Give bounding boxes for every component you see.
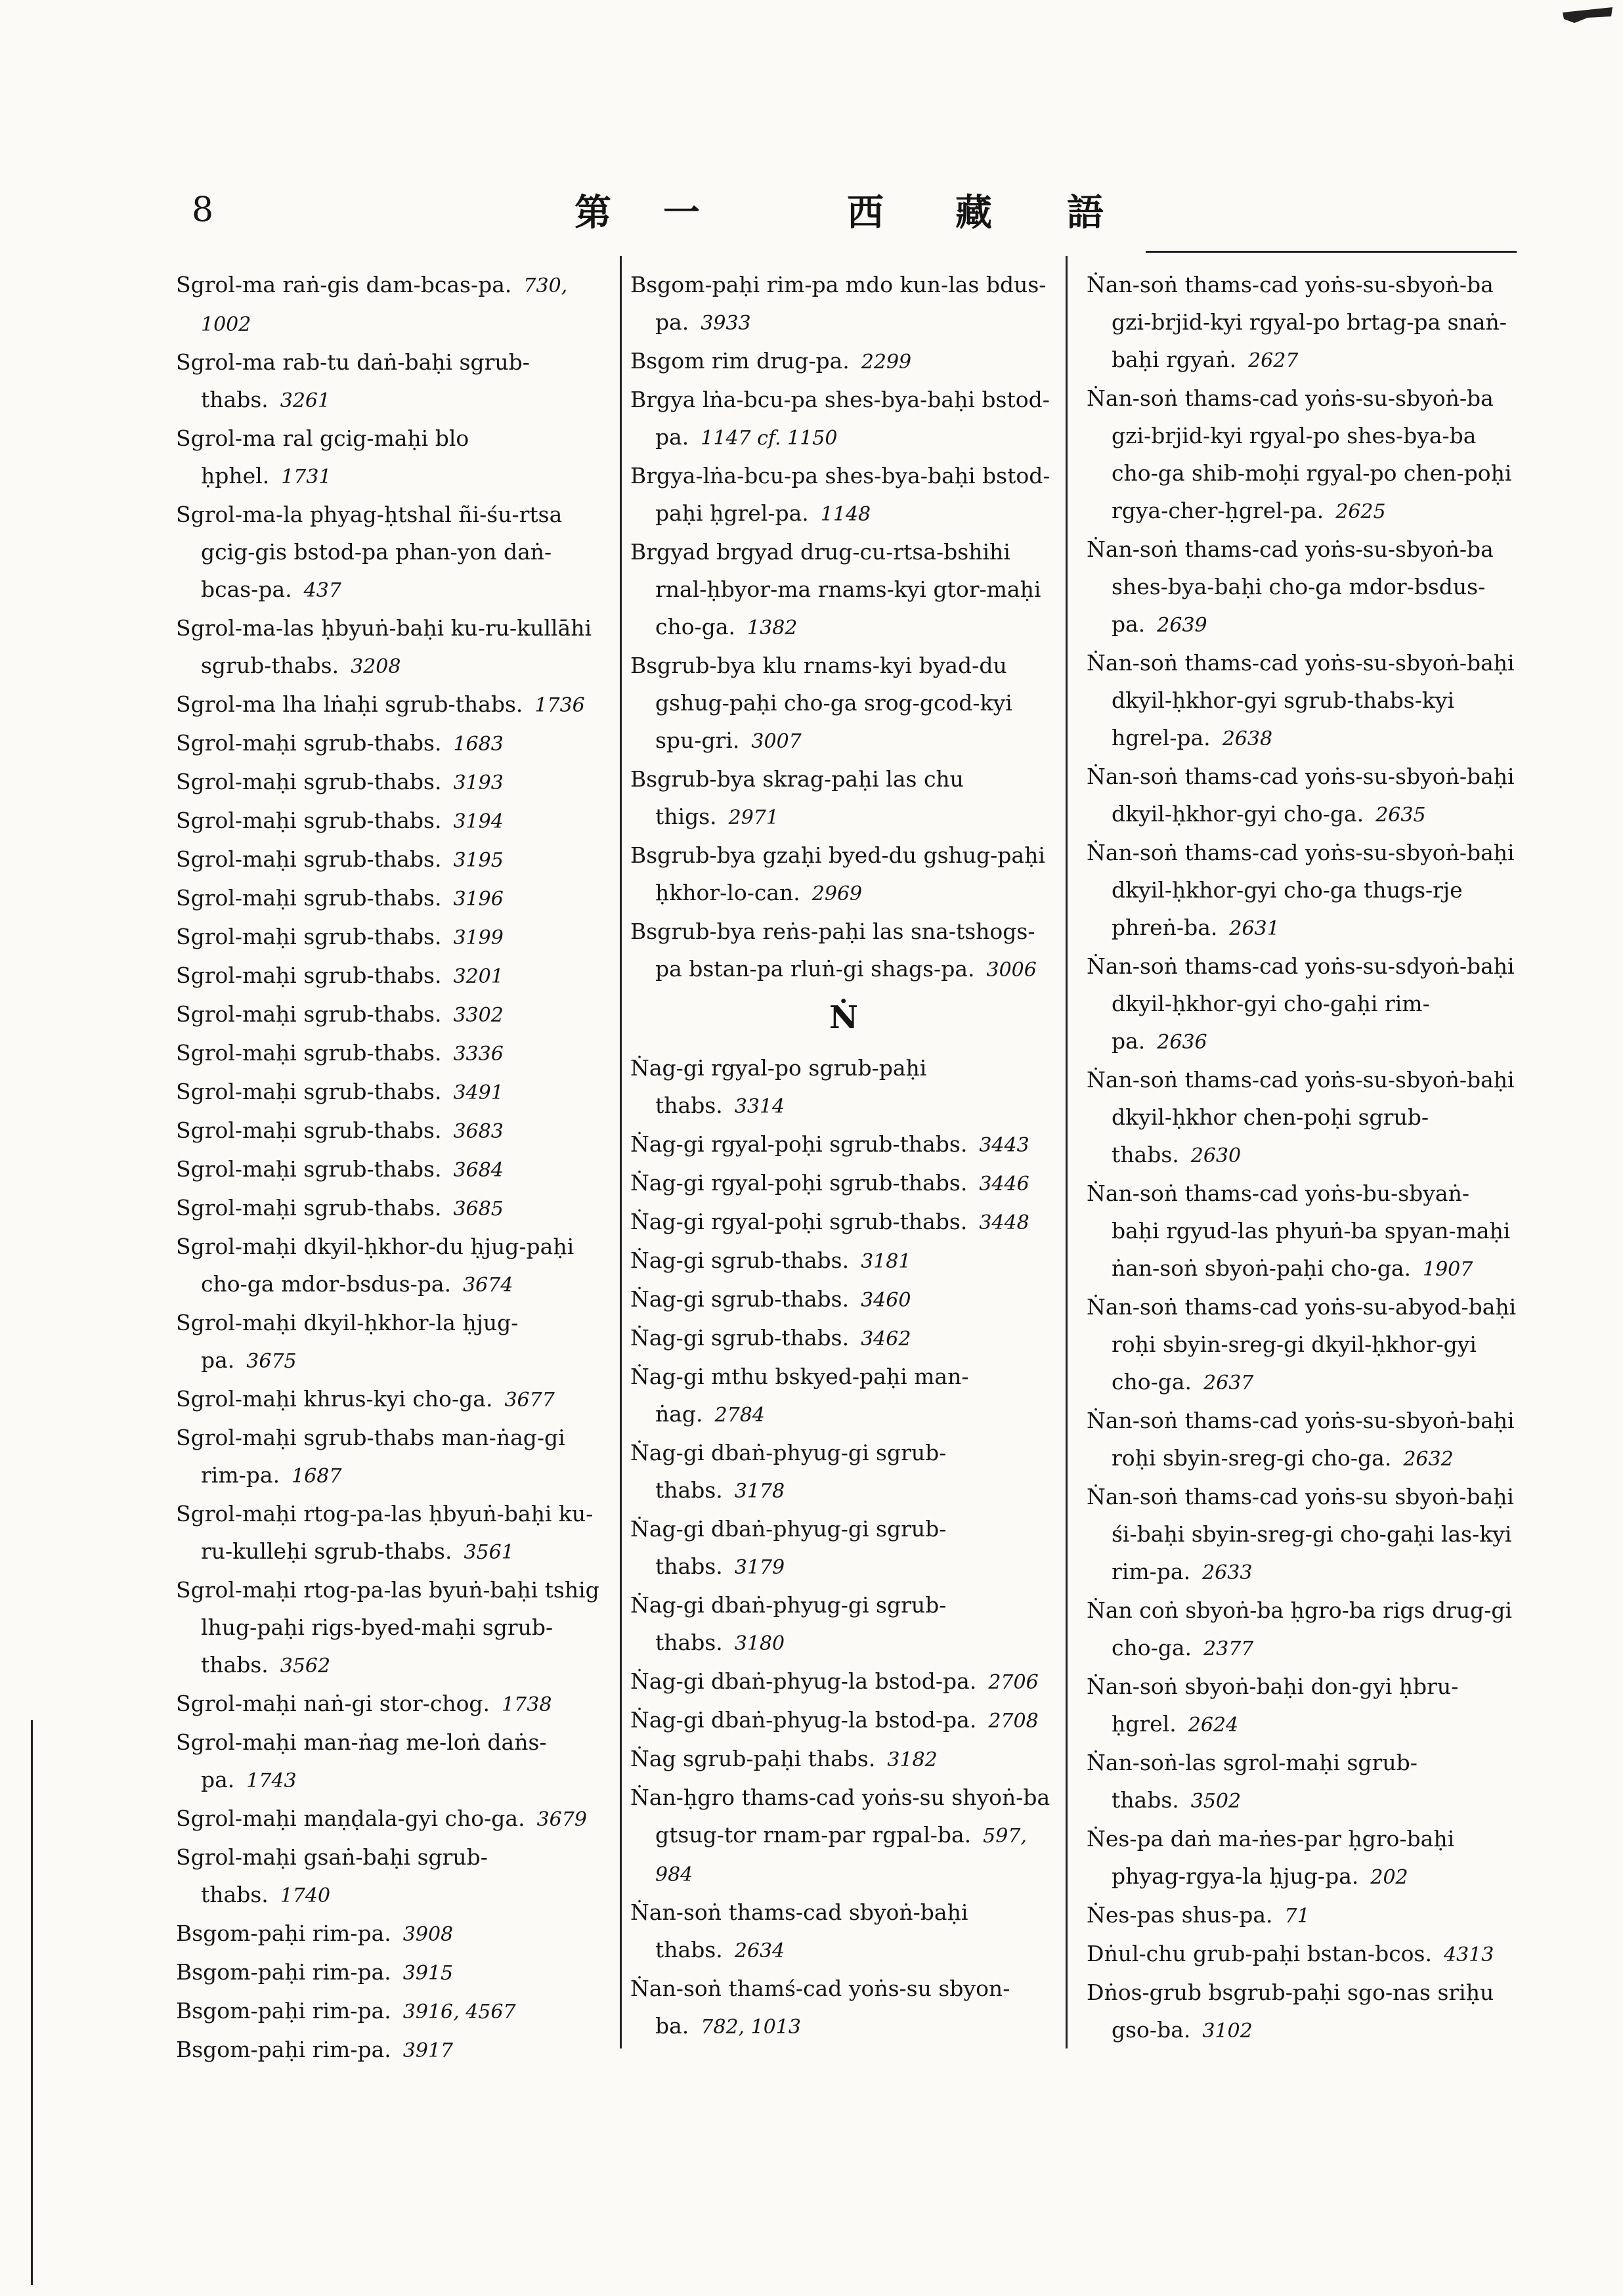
entry-number: 3933 bbox=[701, 312, 751, 335]
index-entry bbox=[176, 1838, 603, 1915]
entry-number: 2637 bbox=[1203, 1372, 1254, 1395]
entry-title: Sgrol-maḥi sgrub-thabs. bbox=[176, 885, 442, 911]
entry-number: 1743 bbox=[246, 1769, 297, 1792]
index-entry bbox=[630, 1319, 1057, 1358]
entry-title: Sgrol-maḥi gsaṅ-baḥi sgrub-thabs. bbox=[176, 1844, 488, 1907]
index-entry bbox=[1087, 947, 1517, 1061]
entry-title: Sgrol-maḥi sgrub-thabs. bbox=[176, 924, 442, 949]
index-entry bbox=[630, 1894, 1057, 1970]
header-rule bbox=[1146, 251, 1517, 253]
index-column-3 bbox=[1087, 266, 1517, 2050]
entry-title: Ṅan-soṅ thams-cad yoṅs-su-sbyoṅ-ba gzi-brjid-kyi rgyal-po shes-bya-ba cho-ga shib-moḥi rgyal-po chen-poḥi rgya-cher-ḥgrel-pa. bbox=[1087, 385, 1512, 523]
index-entry bbox=[176, 2031, 603, 2069]
entry-title: Ṅan-soṅ thams-cad yoṅs-su-sbyoṅ-ba gzi-brjid-kyi rgyal-po brtag-pa snaṅ-baḥi rgyaṅ. bbox=[1087, 272, 1507, 372]
entry-number: 3502 bbox=[1190, 1790, 1242, 1813]
entry-title: Bsgom rim drug-pa. bbox=[630, 348, 850, 374]
index-entry bbox=[176, 1992, 603, 2031]
index-entry bbox=[176, 609, 603, 685]
entry-title: Ṅag-gi rgyal-poḥi sgrub-thabs. bbox=[630, 1170, 968, 1196]
entry-title: Sgrol-maḥi sgrub-thabs. bbox=[176, 1117, 442, 1143]
index-entry bbox=[1087, 1592, 1517, 1668]
index-entry bbox=[1087, 1288, 1517, 1402]
entry-title: Ṅan-soṅ-las sgrol-maḥi sgrub-thabs. bbox=[1087, 1750, 1417, 1813]
entry-number: 4313 bbox=[1443, 1943, 1494, 1966]
entry-title: Bsgrub-bya reṅs-paḥi las sna-tshogs-pa bstan-pa rluṅ-gi shags-pa. bbox=[630, 919, 1035, 982]
entry-title: Ṅag-gi dbaṅ-phyug-gi sgrub-thabs. bbox=[630, 1516, 947, 1579]
entry-number: 1382 bbox=[747, 617, 798, 639]
index-entry bbox=[630, 1125, 1057, 1164]
entry-number: 2377 bbox=[1203, 1637, 1254, 1660]
entry-title: Sgrol-ma lha lṅaḥi sgrub-thabs. bbox=[176, 691, 523, 717]
index-entry bbox=[1087, 1974, 1517, 2050]
index-entry bbox=[176, 1685, 603, 1723]
index-entry bbox=[1087, 531, 1517, 644]
index-entry bbox=[176, 343, 603, 420]
index-entry bbox=[630, 1242, 1057, 1280]
entry-number: 3491 bbox=[453, 1081, 504, 1104]
index-entry bbox=[630, 1586, 1057, 1662]
index-entry bbox=[630, 1280, 1057, 1319]
index-entry bbox=[1087, 1820, 1517, 1896]
index-entry bbox=[1087, 1175, 1517, 1288]
entry-title: Dṅos-grub bsgrub-paḥi sgo-nas sriḥu gso-ba. bbox=[1087, 1980, 1494, 2043]
entry-number: 3684 bbox=[453, 1159, 504, 1182]
entry-number: 3195 bbox=[453, 849, 504, 872]
entry-title: Ṅan-soṅ thams-cad yoṅs-su-sbyoṅ-ba shes-bya-baḥi cho-ga mdor-bsdus-pa. bbox=[1087, 536, 1494, 637]
entry-number: 1907 bbox=[1423, 1258, 1473, 1281]
entry-number: 3199 bbox=[453, 926, 504, 949]
index-entry bbox=[176, 957, 603, 995]
entry-number: 2299 bbox=[861, 351, 912, 374]
entry-number: 3460 bbox=[861, 1289, 911, 1312]
entry-number: 3677 bbox=[504, 1389, 555, 1412]
entry-title: Sgrol-maḥi sgrub-thabs man-ṅag-gi rim-pa. bbox=[176, 1425, 565, 1488]
entry-number: 3336 bbox=[453, 1043, 504, 1066]
entry-number: 1738 bbox=[502, 1693, 552, 1716]
index-entry bbox=[630, 1358, 1057, 1434]
entry-title: Ṅan-soṅ thams-cad yoṅs-su-sbyoṅ-baḥi roḥi sbyin-sreg-gi cho-ga. bbox=[1087, 1408, 1515, 1471]
entry-title: Sgrol-maḥi sgrub-thabs. bbox=[176, 808, 442, 833]
entry-title: Ṅag-gi dbaṅ-phyug-gi sgrub-thabs. bbox=[630, 1592, 947, 1655]
index-entry bbox=[176, 266, 603, 343]
index-entry bbox=[176, 1189, 603, 1228]
running-title-char-3: 西 bbox=[847, 191, 885, 234]
entry-title: Sgrol-maḥi dkyil-ḥkhor-du ḥjug-paḥi cho-ga mdor-bsdus-pa. bbox=[176, 1234, 574, 1297]
section-letter: Ṅ bbox=[829, 999, 858, 1036]
entry-title: Ṅag-gi mthu bskyed-paḥi man-ṅag. bbox=[630, 1364, 969, 1427]
entry-number: 3446 bbox=[979, 1173, 1029, 1196]
entry-number: 3261 bbox=[280, 389, 331, 412]
entry-title: Bsgrub-bya klu rnams-kyi byad-du gshug-paḥi cho-ga srog-gcod-kyi spu-gri. bbox=[630, 653, 1012, 753]
index-entry bbox=[630, 1662, 1057, 1701]
entry-number: 2969 bbox=[812, 882, 863, 905]
entry-title: Ṅan coṅ sbyoṅ-ba ḥgro-ba rigs drug-gi cho-ga. bbox=[1087, 1597, 1513, 1660]
entry-title: Ṅag-gi sgrub-thabs. bbox=[630, 1247, 850, 1273]
index-entry bbox=[176, 1034, 603, 1073]
index-entry bbox=[630, 381, 1057, 457]
entry-title: Dṅul-chu grub-paḥi bstan-bcos. bbox=[1087, 1941, 1432, 1966]
entry-number: 3201 bbox=[453, 965, 504, 988]
column-divider-2 bbox=[1066, 256, 1068, 2048]
entry-title: Sgrol-ma-las ḥbyuṅ-baḥi ku-ru-kullāhi sgrub-thabs. bbox=[176, 615, 592, 678]
index-entry bbox=[176, 763, 603, 802]
entry-title: Ṅan-soṅ thams-cad sbyoṅ-baḥi thabs. bbox=[630, 1899, 968, 1962]
entry-title: Sgrol-maḥi sgrub-thabs. bbox=[176, 1001, 442, 1027]
index-entry bbox=[176, 995, 603, 1034]
index-entry bbox=[630, 913, 1057, 989]
entry-number: 3208 bbox=[351, 655, 401, 678]
column-2-bottom-entries bbox=[630, 1049, 1057, 2046]
entry-title: Sgrol-maḥi rtog-pa-las ḥbyuṅ-baḥi ku-ru-kulleḥi sgrub-thabs. bbox=[176, 1501, 594, 1564]
entry-number: 1736 bbox=[534, 694, 585, 717]
entry-title: Ṅan-soṅ thamś-cad yoṅs-su sbyon-ba. bbox=[630, 1976, 1010, 2039]
entry-number: 1148 bbox=[820, 503, 871, 526]
entry-title: Sgrol-ma rab-tu daṅ-baḥi sgrub-thabs. bbox=[176, 349, 530, 412]
entry-number: 730, 1002 bbox=[201, 274, 568, 336]
entry-number: 3908 bbox=[402, 1923, 454, 1946]
index-entry bbox=[630, 266, 1057, 342]
entry-number: 3443 bbox=[979, 1134, 1029, 1157]
entry-title: Ṅag-gi rgyal-po sgrub-paḥi thabs. bbox=[630, 1055, 927, 1118]
entry-number: 3196 bbox=[453, 888, 504, 911]
entry-title: Ṅag-gi sgrub-thabs. bbox=[630, 1286, 850, 1312]
entry-number: 3917 bbox=[402, 2039, 454, 2062]
entry-number: 1147 cf. 1150 bbox=[701, 427, 838, 450]
entry-title: Sgrol-maḥi sgrub-thabs. bbox=[176, 1079, 442, 1104]
entry-number: 3181 bbox=[861, 1250, 911, 1273]
entry-title: Sgrol-maḥi sgrub-thabs. bbox=[176, 846, 442, 872]
entry-number: 2639 bbox=[1157, 614, 1207, 637]
index-entry bbox=[176, 1419, 603, 1495]
entry-number: 3679 bbox=[536, 1808, 587, 1831]
index-entry bbox=[630, 1203, 1057, 1242]
running-title-char-4: 藏 bbox=[955, 191, 993, 234]
entry-title: Ṅag-gi rgyal-poḥi sgrub-thabs. bbox=[630, 1131, 968, 1157]
index-column-2 bbox=[630, 266, 1057, 2046]
entry-number: 3102 bbox=[1202, 2020, 1253, 2043]
index-entry bbox=[630, 1510, 1057, 1586]
entry-number: 2633 bbox=[1202, 1561, 1253, 1584]
entry-title: Ṅan-soṅ thams-cad yoṅs-su-sdyoṅ-baḥi dkyil-ḥkhor-gyi cho-gaḥi rim-pa. bbox=[1087, 953, 1515, 1054]
entry-number: 3006 bbox=[986, 959, 1037, 982]
column-divider-1 bbox=[620, 256, 622, 2048]
entry-number: 3915 bbox=[402, 1962, 454, 1985]
entry-number: 3674 bbox=[463, 1274, 513, 1297]
entry-title: Ṅan-soṅ thams-cad yoṅs-su-sbyoṅ-baḥi dkyil-ḥkhor-gyi cho-ga thugs-rje phreṅ-ba. bbox=[1087, 840, 1515, 940]
entry-number: 3302 bbox=[453, 1004, 504, 1027]
index-entry bbox=[176, 1073, 603, 1112]
entry-title: Sgrol-maḥi man-ṅag me-loṅ daṅs-pa. bbox=[176, 1729, 547, 1792]
running-title-char-1: 第 bbox=[574, 191, 613, 234]
index-entry bbox=[176, 1112, 603, 1150]
index-entry bbox=[630, 1434, 1057, 1510]
entry-title: Sgrol-maḥi sgrub-thabs. bbox=[176, 1195, 442, 1221]
index-entry bbox=[630, 1164, 1057, 1203]
entry-number: 2630 bbox=[1190, 1144, 1242, 1167]
index-entry bbox=[176, 1723, 603, 1800]
column-2-top-entries bbox=[630, 266, 1057, 989]
index-entry bbox=[630, 836, 1057, 913]
index-entry bbox=[1087, 1478, 1517, 1592]
entry-number: 782, 1013 bbox=[701, 2016, 801, 2039]
index-entry bbox=[176, 802, 603, 840]
index-entry bbox=[176, 420, 603, 496]
entry-number: 1731 bbox=[281, 466, 332, 488]
index-entry bbox=[176, 724, 603, 763]
index-entry bbox=[1087, 1402, 1517, 1478]
entry-number: 2636 bbox=[1157, 1031, 1207, 1054]
entry-number: 3675 bbox=[246, 1350, 297, 1373]
index-entry bbox=[176, 1228, 603, 1304]
entry-title: Sgrol-ma raṅ-gis dam-bcas-pa. bbox=[176, 272, 512, 297]
entry-number: 2627 bbox=[1248, 349, 1299, 372]
entry-title: Ṅag sgrub-paḥi thabs. bbox=[630, 1746, 876, 1771]
index-entry bbox=[630, 1701, 1057, 1740]
entry-number: 2624 bbox=[1188, 1714, 1239, 1737]
index-entry bbox=[1087, 1896, 1517, 1935]
entry-number: 3683 bbox=[453, 1120, 504, 1143]
entry-number: 2706 bbox=[988, 1671, 1039, 1694]
corner-ink-mark bbox=[1561, 3, 1614, 30]
index-entry bbox=[1087, 1061, 1517, 1175]
index-entry bbox=[176, 1150, 603, 1189]
entry-title: Sgrol-maḥi sgrub-thabs. bbox=[176, 963, 442, 988]
entry-number: 3561 bbox=[464, 1541, 514, 1564]
entry-number: 3916, 4567 bbox=[402, 2001, 516, 2024]
entry-number: 2971 bbox=[728, 806, 779, 829]
index-entry bbox=[630, 760, 1057, 836]
running-title-char-2: 一 bbox=[663, 191, 701, 234]
entry-title: Ṅag-gi dbaṅ-phyug-la bstod-pa. bbox=[630, 1707, 977, 1733]
index-entry bbox=[1087, 758, 1517, 834]
index-entry bbox=[1087, 1668, 1517, 1744]
entry-title: Sgrol-maḥi sgrub-thabs. bbox=[176, 730, 442, 756]
index-entry bbox=[1087, 644, 1517, 758]
index-entry bbox=[1087, 379, 1517, 531]
index-entry bbox=[176, 1304, 603, 1380]
entry-number: 2632 bbox=[1403, 1448, 1454, 1471]
entry-title: Brgya lṅa-bcu-pa shes-bya-baḥi bstod-pa. bbox=[630, 387, 1050, 450]
index-entry bbox=[176, 1915, 603, 1953]
entry-title: Bsgom-paḥi rim-pa. bbox=[176, 1920, 391, 1946]
entry-title: Sgrol-ma ral gcig-maḥi blo ḥphel. bbox=[176, 425, 469, 488]
entry-title: Ṅag-gi dbaṅ-phyug-la bstod-pa. bbox=[630, 1668, 977, 1694]
entry-number: 2638 bbox=[1222, 727, 1273, 750]
entry-title: Bsgrub-bya skrag-paḥi las chu thigs. bbox=[630, 766, 964, 829]
entry-title: Ṅan-soṅ thams-cad yoṅs-su-sbyoṅ-baḥi dkyil-ḥkhor chen-poḥi sgrub-thabs. bbox=[1087, 1067, 1515, 1167]
index-entry bbox=[176, 1953, 603, 1992]
index-entry bbox=[176, 1495, 603, 1571]
index-entry bbox=[176, 1571, 603, 1685]
entry-title: Ṅan-soṅ thams-cad yoṅs-su-abyod-baḥi roḥi sbyin-sreg-gi dkyil-ḥkhor-gyi cho-ga. bbox=[1087, 1294, 1517, 1395]
index-entry bbox=[176, 496, 603, 609]
entry-title: Sgrol-maḥi dkyil-ḥkhor-la ḥjug-pa. bbox=[176, 1310, 519, 1373]
entry-title: Ṅan-soṅ sbyoṅ-baḥi don-gyi ḥbru-ḥgrel. bbox=[1087, 1674, 1459, 1737]
index-entry bbox=[176, 685, 603, 724]
entry-number: 597, 984 bbox=[655, 1825, 1027, 1886]
index-entry bbox=[1087, 1744, 1517, 1820]
entry-title: Bsgom-paḥi rim-pa mdo kun-las bdus-pa. bbox=[630, 272, 1047, 335]
index-entry bbox=[630, 647, 1057, 760]
entry-title: Ṅag-gi dbaṅ-phyug-gi sgrub-thabs. bbox=[630, 1440, 947, 1503]
page-number: 8 bbox=[192, 190, 214, 230]
index-entry bbox=[630, 533, 1057, 647]
entry-title: Sgrol-maḥi khrus-kyi cho-ga. bbox=[176, 1386, 493, 1412]
index-entry bbox=[176, 879, 603, 918]
index-entry bbox=[1087, 1935, 1517, 1974]
entry-number: 202 bbox=[1370, 1866, 1408, 1889]
entry-number: 3180 bbox=[734, 1632, 785, 1655]
entry-title: Ṅan-ḥgro thams-cad yoṅs-su shyoṅ-ba gtsug-tor rnam-par rgpal-ba. bbox=[630, 1785, 1050, 1848]
entry-title: Sgrol-maḥi sgrub-thabs. bbox=[176, 1040, 442, 1066]
margin-line bbox=[31, 1720, 33, 2285]
entry-number: 3314 bbox=[734, 1095, 785, 1118]
entry-title: Ṅes-pas shus-pa. bbox=[1087, 1902, 1273, 1928]
entry-title: Ṅes-pa daṅ ma-ṅes-par ḥgro-baḥi phyag-rgya-la ḥjug-pa. bbox=[1087, 1826, 1455, 1889]
entry-title: Sgrol-ma-la phyag-ḥtshal ñi-śu-rtsa gcig-gis bstod-pa phan-yon daṅ-bcas-pa. bbox=[176, 502, 563, 602]
entry-number: 1687 bbox=[292, 1465, 342, 1488]
entry-title: Ṅag-gi rgyal-poḥi sgrub-thabs. bbox=[630, 1209, 968, 1234]
index-entry bbox=[1087, 266, 1517, 379]
entry-number: 3448 bbox=[979, 1211, 1029, 1234]
entry-title: Ṅan-soṅ thams-cad yoṅs-su-sbyoṅ-baḥi dkyil-ḥkhor-gyi cho-ga. bbox=[1087, 764, 1515, 827]
entry-title: Brgya-lṅa-bcu-pa shes-bya-baḥi bstod-paḥi ḥgrel-pa. bbox=[630, 463, 1050, 526]
entry-title: Ṅan-soṅ thams-cad yoṅs-su-sbyoṅ-baḥi dkyil-ḥkhor-gyi sgrub-thabs-kyi hgrel-pa. bbox=[1087, 650, 1515, 750]
index-entry bbox=[176, 840, 603, 879]
entry-number: 2634 bbox=[734, 1939, 785, 1962]
entry-title: Sgrol-maḥi maṇḍala-gyi cho-ga. bbox=[176, 1806, 525, 1831]
entry-number: 3685 bbox=[453, 1198, 504, 1221]
running-title-char-5: 語 bbox=[1067, 191, 1105, 234]
entry-number: 3194 bbox=[453, 810, 504, 833]
entry-number: 3007 bbox=[751, 730, 802, 753]
index-entry bbox=[630, 1970, 1057, 2046]
entry-number: 3462 bbox=[861, 1328, 911, 1351]
index-entry bbox=[630, 342, 1057, 381]
index-entry bbox=[176, 1380, 603, 1419]
entry-title: Bsgom-paḥi rim-pa. bbox=[176, 2037, 391, 2062]
index-entry bbox=[176, 918, 603, 957]
entry-number: 3562 bbox=[280, 1655, 331, 1678]
entry-title: Bsgom-paḥi rim-pa. bbox=[176, 1959, 391, 1985]
entry-number: 2625 bbox=[1335, 500, 1386, 523]
entry-number: 1740 bbox=[280, 1884, 331, 1907]
index-entry bbox=[630, 1740, 1057, 1779]
entry-number: 2784 bbox=[714, 1404, 765, 1427]
entry-number: 437 bbox=[303, 579, 341, 602]
entry-number: 3193 bbox=[453, 771, 504, 794]
entry-title: Brgyad brgyad drug-cu-rtsa-bshihi rnal-ḥbyor-ma rnams-kyi gtor-maḥi cho-ga. bbox=[630, 539, 1041, 639]
index-entry bbox=[176, 1800, 603, 1838]
entry-number: 2708 bbox=[988, 1710, 1039, 1733]
entry-title: Ṅan-soṅ thams-cad yoṅs-bu-sbyaṅ-baḥi rgyud-las phyuṅ-ba spyan-maḥi ṅan-soṅ sbyoṅ-paḥi cho-ga. bbox=[1087, 1180, 1511, 1281]
entry-title: Sgrol-maḥi rtog-pa-las byuṅ-baḥi tshig lhug-paḥi rigs-byed-maḥi sgrub-thabs. bbox=[176, 1577, 599, 1678]
entry-title: Bsgom-paḥi rim-pa. bbox=[176, 1998, 391, 2024]
entry-title: Bsgrub-bya gzaḥi byed-du gshug-paḥi ḥkhor-lo-can. bbox=[630, 842, 1045, 905]
entry-number: 1683 bbox=[453, 733, 504, 756]
index-entry bbox=[630, 1779, 1057, 1894]
index-column-1 bbox=[176, 266, 603, 2069]
index-entry bbox=[1087, 834, 1517, 947]
entry-title: Sgrol-maḥi sgrub-thabs. bbox=[176, 769, 442, 794]
entry-number: 71 bbox=[1284, 1905, 1310, 1928]
entry-number: 2635 bbox=[1375, 804, 1426, 827]
entry-number: 3179 bbox=[734, 1556, 785, 1579]
entry-number: 2631 bbox=[1229, 917, 1280, 940]
entry-number: 3182 bbox=[887, 1748, 938, 1771]
index-entry bbox=[630, 457, 1057, 533]
entry-title: Sgrol-maḥi naṅ-gi stor-chog. bbox=[176, 1691, 490, 1716]
entry-title: Ṅan-soṅ thams-cad yoṅs-su sbyoṅ-baḥi śi-baḥi sbyin-sreg-gi cho-gaḥi las-kyi rim-pa. bbox=[1087, 1484, 1514, 1584]
entry-title: Ṅag-gi sgrub-thabs. bbox=[630, 1325, 850, 1351]
entry-title: Sgrol-maḥi sgrub-thabs. bbox=[176, 1156, 442, 1182]
index-entry bbox=[630, 1049, 1057, 1125]
entry-number: 3178 bbox=[734, 1480, 785, 1503]
